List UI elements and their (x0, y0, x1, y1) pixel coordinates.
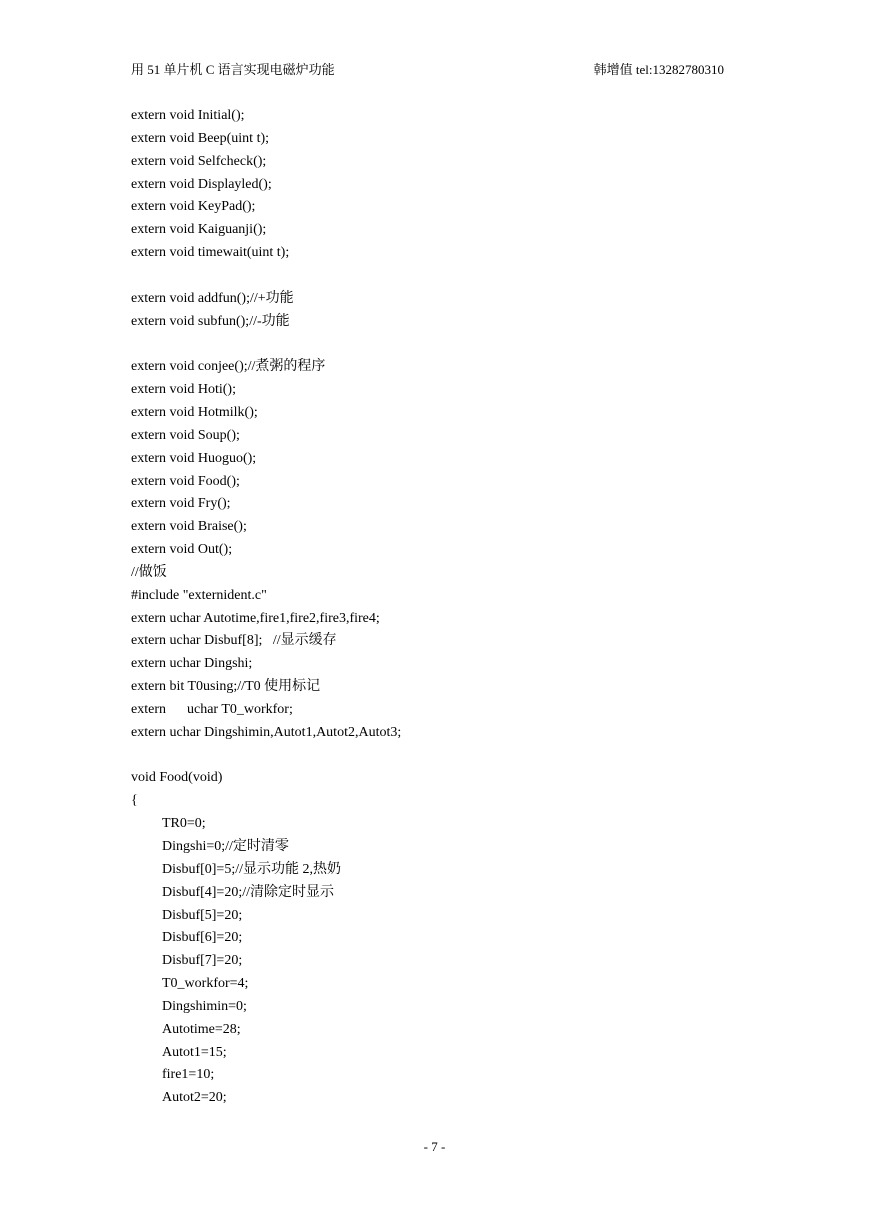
header-author-contact: 韩增值 tel:13282780310 (593, 62, 724, 77)
code-line: Disbuf[7]=20; (162, 953, 243, 969)
code-line: extern void Kaiguanji(); (131, 222, 267, 238)
code-line: extern uchar T0_workfor; (131, 701, 293, 717)
code-line: extern uchar Dingshimin,Autot1,Autot2,Autot3; (131, 724, 402, 740)
code-line: extern bit T0using;//T0 使用标记 (131, 679, 321, 695)
code-line (131, 333, 751, 356)
code-line: extern uchar Dingshi; (131, 656, 253, 672)
code-line: Disbuf[4]=20;//清除定时显示 (162, 884, 334, 900)
code-line: extern void Beep(uint t); (131, 130, 270, 146)
code-line: //做饭 (131, 564, 167, 580)
code-line: Dingshimin=0; (162, 998, 247, 1014)
code-line: extern void Out(); (131, 542, 233, 558)
code-line: Autot1=15; (162, 1044, 227, 1060)
code-line: #include "externident.c" (131, 587, 267, 603)
code-line: Disbuf[5]=20; (162, 907, 243, 923)
code-line: Disbuf[0]=5;//显示功能 2,热奶 (162, 861, 341, 877)
code-line (131, 265, 751, 288)
code-line: extern void Hoti(); (131, 382, 236, 398)
code-line: extern void Selfcheck(); (131, 153, 267, 169)
code-line: extern void Hotmilk(); (131, 404, 258, 420)
code-line: void Food(void) (131, 770, 223, 786)
code-line: extern void Initial(); (131, 108, 245, 123)
code-line: extern void subfun();//-功能 (131, 313, 290, 329)
code-line: Autot2=20; (162, 1090, 227, 1106)
code-line: extern void timewait(uint t); (131, 245, 290, 261)
code-line: TR0=0; (162, 816, 206, 832)
code-line: extern void Soup(); (131, 427, 240, 443)
code-line: Dingshi=0;//定时清零 (162, 839, 289, 854)
code-line: Autotime=28; (162, 1021, 241, 1037)
code-line: extern void Displayled(); (131, 176, 272, 192)
code-line: extern uchar Autotime,fire1,fire2,fire3,fire4; (131, 610, 380, 626)
code-line: extern void Huoguo(); (131, 450, 257, 466)
code-line: extern void Braise(); (131, 519, 247, 535)
code-line: extern void Food(); (131, 473, 240, 489)
code-line: Disbuf[6]=20; (162, 930, 243, 946)
code-line: T0_workfor=4; (162, 976, 249, 992)
code-line: { (131, 793, 138, 809)
code-line: extern uchar Disbuf[8]; //显示缓存 (131, 633, 337, 649)
code-line: extern void KeyPad(); (131, 199, 256, 215)
code-line: fire1=10; (162, 1067, 215, 1083)
code-listing (131, 105, 751, 1110)
code-line (131, 745, 751, 768)
code-line: extern void Fry(); (131, 496, 231, 512)
code-line: extern void conjee();//煮粥的程序 (131, 359, 326, 375)
page-number: - 7 - (423, 1139, 446, 1154)
code-line: extern void addfun();//+功能 (131, 290, 294, 306)
header-title: 用 51 单片机 C 语言实现电磁炉功能 (131, 62, 335, 77)
